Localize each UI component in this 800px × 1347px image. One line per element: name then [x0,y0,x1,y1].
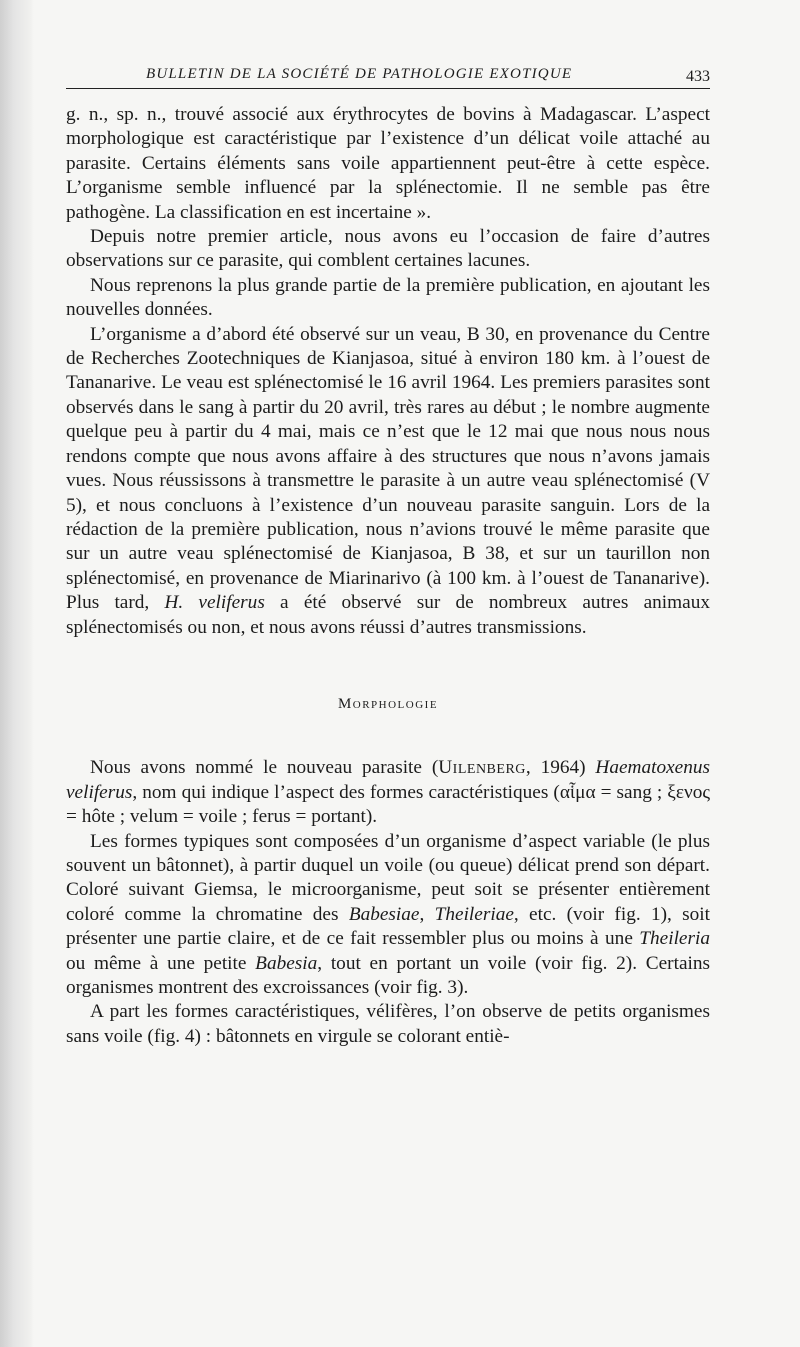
paragraph-3: Nous reprenons la plus grande partie de la première publication, en ajoutant les nouvelles données. [66,274,710,321]
species-name: Haematoxenus veliferus [66,757,710,803]
paragraph-2: Depuis notre premier article, nous avons eu l’occasion de faire d’autres observations sur ce parasite, qui comblent certaines lacunes. [66,226,710,272]
paragraph-4: L’organisme a d’abord été observé sur un veau, B 30, en provenance du Centre de Recherches Zootechniques de Kianjasoa, situé à environ 180 km. à l’ouest de Tananarive. Le veau est splénectomisé le 16 avril 1964. Les premiers parasites sont observés dans le sang à partir du 20 avril, très rares au début ; le nombre augmente quelque peu à partir du 4 mai, mais ce n’est que le 12 mai que nous nous nous rendons compte que nous avons affaire à des structures que nous n’avons jamais vues. Nous réussissons à transmettre le parasite à un autre veau splénectomisé (V 5), et nous concluons à l’existence d’un nouveau parasite sanguin. Lors de la rédaction de la première publication, nous n’avions trouvé le même parasite que sur un autre veau splénectomisé de Kianjasoa, B 38, et sur un taurillon non splénectomisé, en provenance de Miarinarivo (à 100 km. à l’ouest de Tananarive). Plus tard, H. veliferus a été observé sur de nombreux autres animaux splénectomisés ou non, et nous avons réussi d’autres transmissions. [66,323,710,638]
paragraph-6: Les formes typiques sont composées d’un organisme d’aspect variable (le plus souvent un bâtonnet), à partir duquel un voile (ou queue) délicat prend son départ. Coloré suivant Giemsa, le microorganisme, peut soit se présenter entièrement coloré comme la chromatine des Babesiae, Theileriae, etc. (voir fig. 1), soit présenter une partie claire, et de ce fait ressembler plus ou moins à une Theileria ou même à une petite Babesia, tout en portant un voile (voir fig. 2). Certains organismes montrent des excroissances (voir fig. 3). [66,830,711,998]
article-body [66,103,710,1049]
page-binding-shadow [0,0,34,1347]
journal-page [66,58,710,1049]
author-name: Uilenberg [438,757,526,779]
paragraph-5: Nous avons nommé le nouveau parasite (Uilenberg, 1964) Haematoxenus veliferus, nom qui indique l’aspect des formes caractéristiques (αἷμα = sang ; ξενος = hôte ; velum = voile ; ferus = portant). [66,757,710,828]
running-header [66,58,710,89]
species-name: H. veliferus [164,592,265,614]
journal-title: BULLETIN DE LA SOCIÉTÉ DE PATHOLOGIE EXOTIQUE [146,66,573,82]
paragraph-7: A part les formes caractéristiques, vélifères, l’on observe de petits organismes sans voile (fig. 4) : bâtonnets en virgule se colorant entiè- [66,1001,710,1047]
page-number: 433 [686,68,710,85]
paragraph-1: g. n., sp. n., trouvé associé aux érythrocytes de bovins à Madagascar. L’aspect morphologique est caractéristique par l’existence d’un délicat voile attaché au parasite. Certains éléments sans voile appartiennent peut-être à cette espèce. L’organisme semble influencé par la splénectomie. Il ne semble pas être pathogène. La classification en est incertaine ». [66,104,710,223]
section-heading: Morphologie [337,695,439,712]
